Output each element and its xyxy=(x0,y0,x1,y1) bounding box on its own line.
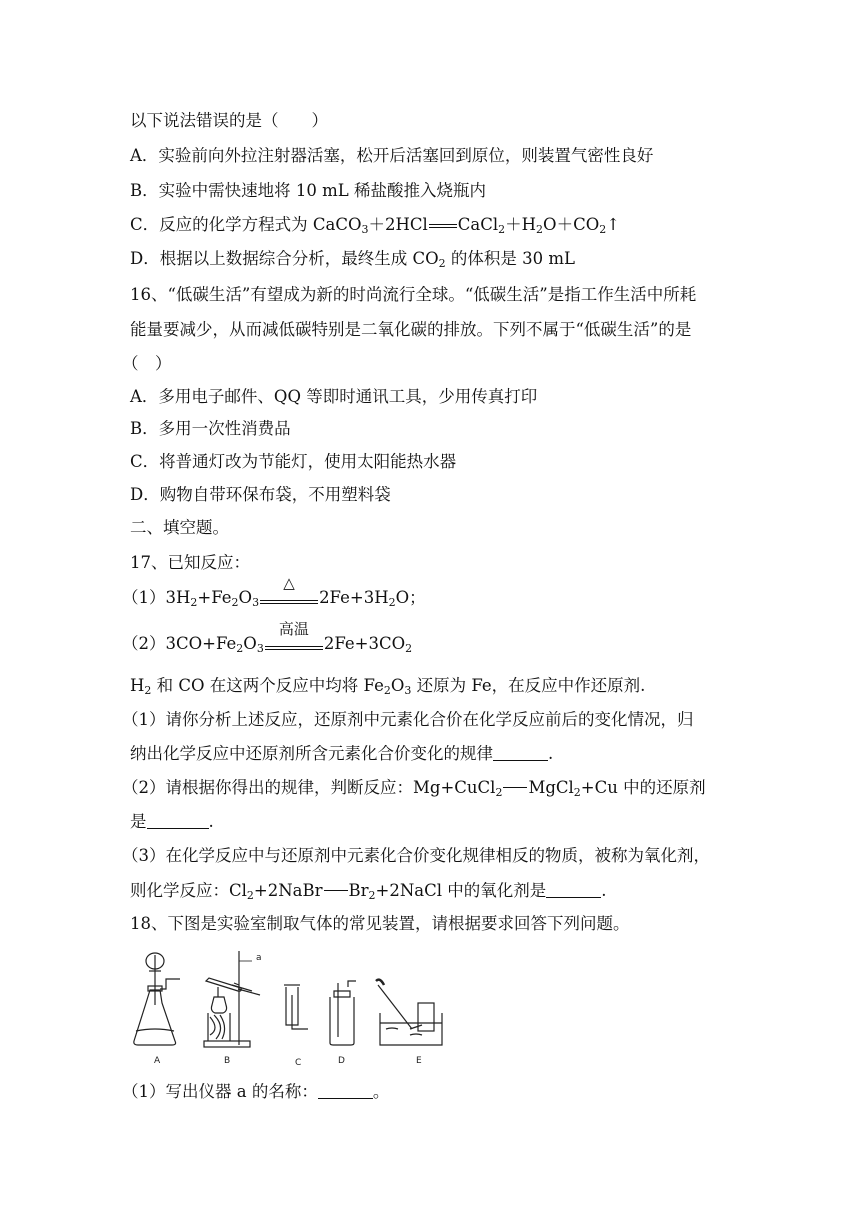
question-17-part2-line1: （2）请根据你得出的规律，判断反应：Mg+CuCl$_2$ MgCl$_2$+Cu 中的还原剂 xyxy=(122,778,706,799)
question-15-option-d: D．根据以上数据综合分析，最终生成 $CO_2$ 的体积是 30 mL xyxy=(130,249,575,270)
label-A: A xyxy=(154,1056,161,1066)
question-17-stem: 17、已知反应： xyxy=(130,553,250,572)
question-18-part1: （1）写出仪器 a 的名称： 。 xyxy=(122,1082,390,1101)
answer-blank xyxy=(318,1082,373,1099)
apparatus-c-gas-jar-inverted xyxy=(284,985,308,1029)
question-17-part1-line1: （1）请你分析上述反应，还原剂中元素化合价在化学反应前后的变化情况，归 xyxy=(122,710,694,729)
lab-apparatus-figure xyxy=(130,945,462,1070)
apparatus-d-gas-jar xyxy=(330,981,356,1045)
reducing-agent-statement: $H_2$ 和 CO 在这两个反应中均将 $Fe_2O_3$ 还原为 Fe，在反应中作还原剂. xyxy=(130,676,646,697)
question-18-stem: 18、下图是实验室制取气体的常见装置，请根据要求回答下列问题。 xyxy=(130,914,630,933)
answer-blank xyxy=(147,812,209,829)
apparatus-b-heated-test-tube xyxy=(204,951,260,1047)
label-E: E xyxy=(416,1056,422,1066)
question-15-option-b: B．实验中需快速地将 10 mL 稀盐酸推入烧瓶内 xyxy=(130,181,486,200)
high-temperature-condition-arrow: 高温 xyxy=(265,633,323,655)
label-C: C xyxy=(295,1058,302,1068)
answer-blank xyxy=(546,881,601,898)
question-16-option-b: B．多用一次性消费品 xyxy=(130,419,291,438)
question-17-part3-line2: 则化学反应：$Cl_2+2NaBr$ $Br_2+2NaCl$ 中的氧化剂是 . xyxy=(130,881,607,902)
equals-sign xyxy=(502,777,528,799)
section-heading-fill-in: 二、填空题。 xyxy=(130,518,229,537)
question-17-part2-line2: 是 . xyxy=(130,812,214,831)
question-16-option-c: C．将普通灯改为节能灯，使用太阳能热水器 xyxy=(130,452,457,471)
question-17-part1-line2: 纳出化学反应中还原剂所含元素化合价变化的规律 . xyxy=(130,744,554,763)
label-B: B xyxy=(224,1056,231,1066)
question-16-answer-bracket: （ ） xyxy=(122,354,172,373)
equals-sign xyxy=(323,880,349,902)
question-15-option-c: C．反应的化学方程式为 CaCO$_3$＋2HCl $CaCl_2+H_2O+CO_2↑$ xyxy=(130,215,621,236)
reaction-1: $(1)3H_2+Fe_2O_3$ △ $2Fe+3H_2O$； xyxy=(122,574,426,609)
apparatus-a-conical-flask xyxy=(134,953,180,1045)
answer-blank xyxy=(493,744,548,761)
heat-condition-arrow: △ xyxy=(260,587,318,609)
question-15-option-a: A．实验前向外拉注射器活塞，松开后活塞回到原位，则装置气密性良好 xyxy=(130,146,654,165)
question-16-stem-line2: 能量要减少，从而减低碳特别是二氧化碳的排放。下列不属于“低碳生活”的是 xyxy=(130,320,692,339)
apparatus-e-water-trough xyxy=(376,980,442,1045)
label-a: a xyxy=(256,953,262,963)
equals-sign xyxy=(428,214,458,236)
question-17-part3-line1: （3）在化学反应中与还原剂中元素化合价变化规律相反的物质，被称为氧化剂， xyxy=(122,846,710,865)
question-16-stem-line1: 16、“低碳生活”有望成为新的时尚流行全球。“低碳生活”是指工作生活中所耗 xyxy=(130,285,697,304)
question-15-stem: 以下说法错误的是（ ） xyxy=(130,111,328,130)
label-D: D xyxy=(338,1056,345,1066)
reaction-2: $(2)3CO+Fe_2O_3$ 高温 $2Fe+3CO_2$ xyxy=(122,620,413,655)
question-16-option-a: A．多用电子邮件、QQ 等即时通讯工具，少用传真打印 xyxy=(130,387,538,406)
question-16-option-d: D．购物自带环保布袋，不用塑料袋 xyxy=(130,485,391,504)
